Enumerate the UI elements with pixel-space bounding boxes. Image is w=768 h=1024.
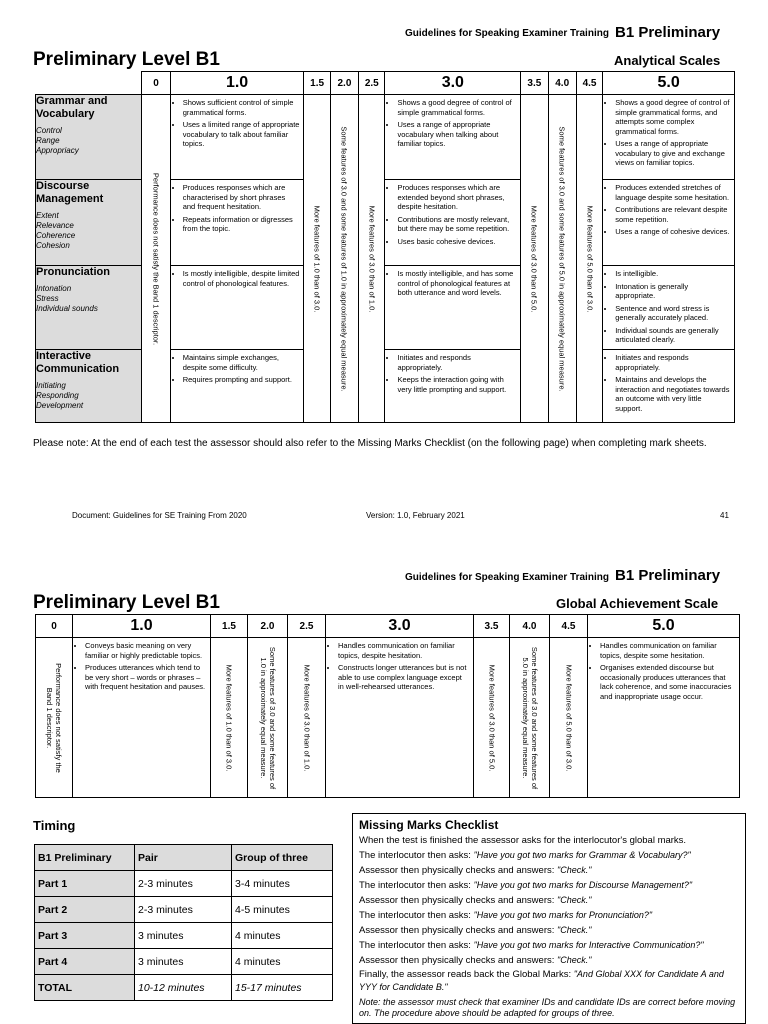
descriptor-item: • Constructs longer utterances but is not able to use complex language except in well-rehearsed utterances. bbox=[338, 663, 469, 692]
page1-note: Please note: At the end of each test the assessor should also refer to the Missing Marks Checklist (on the following page) when completing mark sheets. bbox=[33, 438, 707, 449]
criterion-row-interactive bbox=[36, 350, 735, 423]
band-0-text: Performance does not satisfy the Band 1 descriptor. bbox=[151, 172, 161, 345]
band-0-cell bbox=[36, 638, 73, 798]
timing-pair: 3 minutes bbox=[135, 949, 232, 975]
answer-text: "Check." bbox=[557, 895, 592, 905]
criterion-name: Grammar and Vocabulary bbox=[36, 95, 108, 120]
band-3-descriptor bbox=[385, 350, 521, 423]
descriptor-item: • Conveys basic meaning on very familiar or highly predictable topics. bbox=[85, 641, 206, 660]
band-2-5-text: More features of 3.0 than of 1.0. bbox=[302, 664, 311, 771]
descriptor-item: • Individual sounds are generally articulated clearly. bbox=[615, 326, 730, 345]
ask-question: "Have you got two marks for Interactive Communication?" bbox=[473, 940, 704, 950]
timing-part: Part 4 bbox=[35, 949, 135, 975]
band-3-5-cell bbox=[474, 638, 510, 798]
timing-row bbox=[35, 897, 333, 923]
descriptor-item: • Initiates and responds appropriately. bbox=[615, 353, 730, 372]
band-4-5-cell bbox=[550, 638, 588, 798]
checklist-note: Note: the assessor must check that examiner IDs and candidate IDs are correct before moving on. The procedure above should be adapted for groups of three. bbox=[359, 997, 736, 1018]
checklist-answer bbox=[359, 953, 739, 968]
band-3-5-cell bbox=[521, 95, 548, 423]
timing-row bbox=[35, 871, 333, 897]
page1-subtitle: Analytical Scales bbox=[614, 53, 721, 68]
answer-text: "Check." bbox=[557, 925, 592, 935]
answer-prefix: Assessor then physically checks and answers: bbox=[359, 955, 558, 966]
band-4-header: 4.0 bbox=[510, 615, 550, 638]
descriptor-item: • Keeps the interaction going with very little prompting and support. bbox=[397, 375, 516, 394]
criterion-name: Interactive Communication bbox=[36, 350, 120, 375]
band-4-cell bbox=[510, 638, 550, 798]
band-4-5-header: 4.5 bbox=[550, 615, 588, 638]
timing-group: 4 minutes bbox=[232, 923, 333, 949]
criterion-sub: Extent bbox=[36, 211, 59, 220]
answer-prefix: Assessor then physically checks and answers: bbox=[359, 925, 558, 936]
page2-header-big: B1 Preliminary bbox=[615, 567, 721, 584]
timing-part: Part 1 bbox=[35, 871, 135, 897]
descriptor-item: • Produces responses which are extended beyond short phrases, despite hesitation. bbox=[397, 183, 516, 212]
band-1-5-header: 1.5 bbox=[304, 72, 330, 95]
descriptor-item: • Contributions are relevant despite some repetition. bbox=[615, 205, 730, 224]
band-3-5-text: More features of 3.0 than of 5.0. bbox=[529, 205, 539, 312]
descriptor-item: • Sentence and word stress is generally accurately placed. bbox=[615, 304, 730, 323]
timing-table bbox=[34, 844, 333, 1001]
band-2-text: 1.0 in approximately equal measure. bbox=[258, 657, 268, 778]
timing-group: 4-5 minutes bbox=[232, 897, 333, 923]
band-2-text: Some features of 3.0 and some features of 1.0 in approximately equal measure. bbox=[339, 125, 349, 392]
checklist-ask bbox=[359, 848, 739, 863]
checklist-answer bbox=[359, 893, 739, 908]
band-3-5-header: 3.5 bbox=[521, 72, 548, 95]
timing-group: 15-17 minutes bbox=[232, 975, 333, 1001]
band-2-text: Some features of 3.0 and some features of bbox=[267, 646, 277, 789]
missing-marks-checklist bbox=[352, 813, 746, 1024]
band-5-descriptor bbox=[588, 638, 740, 798]
band-2-5-cell bbox=[359, 95, 385, 423]
band-2-5-text: More features of 3.0 than of 1.0. bbox=[367, 205, 377, 312]
descriptor-item: • Produces responses which are characterised by short phrases and frequent hesitation. bbox=[183, 183, 300, 212]
ask-question: "Have you got two marks for Discourse Management?" bbox=[473, 880, 693, 890]
band-4-5-text: More features of 5.0 than of 3.0. bbox=[564, 664, 573, 771]
band-3-5-text: More features of 3.0 than of 5.0. bbox=[487, 664, 496, 771]
band-1-descriptor bbox=[170, 180, 304, 266]
timing-row bbox=[35, 923, 333, 949]
timing-title: Timing bbox=[33, 818, 76, 833]
timing-pair: 2-3 minutes bbox=[135, 897, 232, 923]
criterion-sub: Stress bbox=[36, 294, 59, 303]
band-4-text: Some features of 3.0 and some features of bbox=[529, 646, 539, 789]
checklist-answer bbox=[359, 863, 739, 878]
checklist-ask bbox=[359, 878, 739, 893]
criterion-row-discourse bbox=[36, 180, 735, 266]
criterion-sub: Individual sounds bbox=[36, 304, 98, 313]
ask-prefix: The interlocutor then asks: bbox=[359, 880, 474, 891]
band-5-descriptor bbox=[603, 266, 735, 350]
timing-pair: 2-3 minutes bbox=[135, 871, 232, 897]
descriptor-item: • Is mostly intelligible, and has some control of phonological features at both utterance and word levels. bbox=[397, 269, 516, 298]
checklist-ask bbox=[359, 938, 739, 953]
criterion-name: Pronunciation bbox=[36, 266, 110, 278]
band-2-cell bbox=[330, 95, 358, 423]
page1-footer-left: Document: Guidelines for SE Training From 2020 bbox=[72, 511, 247, 520]
band-header-row bbox=[36, 72, 735, 95]
band-2-5-cell bbox=[288, 638, 326, 798]
timing-row bbox=[35, 975, 333, 1001]
descriptor-item: • Produces extended stretches of language despite some hesitation. bbox=[615, 183, 730, 202]
descriptor-item: • Uses basic cohesive devices. bbox=[397, 237, 516, 247]
timing-part: TOTAL bbox=[35, 975, 135, 1001]
band-header-row bbox=[36, 615, 740, 638]
band-4-text: 5.0 in approximately equal measure. bbox=[520, 657, 530, 778]
band-4-5-text: More features of 5.0 than of 3.0. bbox=[585, 205, 595, 312]
descriptor-item: • Repeats information or digresses from the topic. bbox=[183, 215, 300, 234]
criterion-sub: Appropriacy bbox=[36, 146, 79, 155]
band-3-descriptor bbox=[385, 95, 521, 180]
band-4-5-header: 4.5 bbox=[576, 72, 602, 95]
timing-header: B1 Preliminary bbox=[35, 845, 135, 871]
band-1-5-header: 1.5 bbox=[211, 615, 248, 638]
band-5-header: 5.0 bbox=[588, 615, 740, 638]
band-4-text: Some features of 3.0 and some features of 5.0 in approximately equal measure. bbox=[557, 125, 567, 392]
page1-header-big: B1 Preliminary bbox=[615, 24, 721, 41]
band-5-descriptor bbox=[603, 95, 735, 180]
band-1-5-cell bbox=[304, 95, 330, 423]
band-2-5-header: 2.5 bbox=[359, 72, 385, 95]
timing-part: Part 2 bbox=[35, 897, 135, 923]
band-1-descriptor bbox=[170, 95, 304, 180]
band-5-descriptor bbox=[603, 350, 735, 423]
page1-footer-mid: Version: 1.0, February 2021 bbox=[366, 511, 465, 520]
band-1-header: 1.0 bbox=[170, 72, 304, 95]
band-4-header: 4.0 bbox=[548, 72, 576, 95]
band-3-descriptor bbox=[385, 266, 521, 350]
answer-prefix: Assessor then physically checks and answers: bbox=[359, 895, 558, 906]
descriptor-item: • Shows sufficient control of simple grammatical forms. bbox=[183, 98, 300, 117]
page2-subtitle: Global Achievement Scale bbox=[556, 596, 719, 611]
checklist-ask bbox=[359, 908, 739, 923]
band-4-cell bbox=[548, 95, 576, 423]
page2-title: Preliminary Level B1 bbox=[33, 592, 220, 613]
checklist-final bbox=[359, 968, 739, 994]
descriptor-item: • Uses a range of appropriate vocabulary when talking about familiar topics. bbox=[397, 120, 516, 149]
descriptor-item: • Handles communication on familiar topics, despite some hesitation. bbox=[600, 641, 735, 660]
criterion-sub: Coherence bbox=[36, 231, 76, 240]
page1-title: Preliminary Level B1 bbox=[33, 49, 220, 70]
timing-pair: 3 minutes bbox=[135, 923, 232, 949]
ask-question: "Have you got two marks for Pronunciation?" bbox=[473, 910, 653, 920]
criterion-sub: Range bbox=[36, 136, 60, 145]
page1-footer-page: 41 bbox=[720, 511, 729, 520]
ask-prefix: The interlocutor then asks: bbox=[359, 850, 474, 861]
timing-pair: 10-12 minutes bbox=[135, 975, 232, 1001]
band-2-header: 2.0 bbox=[248, 615, 288, 638]
global-row bbox=[36, 638, 740, 798]
analytical-scales-table bbox=[35, 71, 735, 423]
band-3-5-header: 3.5 bbox=[474, 615, 510, 638]
timing-part: Part 3 bbox=[35, 923, 135, 949]
band-2-5-header: 2.5 bbox=[288, 615, 326, 638]
timing-group: 4 minutes bbox=[232, 949, 333, 975]
checklist-title: Missing Marks Checklist bbox=[359, 818, 499, 832]
band-1-5-text: More features of 1.0 than of 3.0. bbox=[312, 205, 322, 312]
criterion-sub: Development bbox=[36, 401, 84, 410]
global-achievement-table bbox=[35, 614, 740, 798]
band-1-5-cell bbox=[211, 638, 248, 798]
answer-text: "Check." bbox=[557, 865, 592, 875]
band-1-descriptor bbox=[73, 638, 211, 798]
criterion-sub: Control bbox=[36, 126, 62, 135]
descriptor-item: • Uses a limited range of appropriate vocabulary to talk about familiar topics. bbox=[183, 120, 300, 149]
criterion-sub: Responding bbox=[36, 391, 79, 400]
final-text: "And Global XXX for Candidate A and YYY for Candidate B." bbox=[359, 969, 724, 992]
descriptor-item: • Intonation is generally appropriate. bbox=[615, 282, 730, 301]
band-1-descriptor bbox=[170, 266, 304, 350]
band-2-header: 2.0 bbox=[330, 72, 358, 95]
criterion-row-pronunciation bbox=[36, 266, 735, 350]
ask-prefix: The interlocutor then asks: bbox=[359, 910, 474, 921]
band-4-5-cell bbox=[576, 95, 602, 423]
descriptor-item: • Maintains and develops the interaction and negotiates towards an outcome with very little support. bbox=[615, 375, 730, 413]
page1-header-small: Guidelines for Speaking Examiner Training bbox=[405, 28, 609, 39]
timing-header: Group of three bbox=[232, 845, 333, 871]
descriptor-item: • Handles communication on familiar topics, despite hesitation. bbox=[338, 641, 469, 660]
descriptor-item: • Organises extended discourse but occasionally produces utterances that lack coherence, and some inaccuracies and inappropriate usage occur. bbox=[600, 663, 735, 701]
band-5-descriptor bbox=[603, 180, 735, 266]
page2-header-small: Guidelines for Speaking Examiner Training bbox=[405, 572, 609, 583]
band-3-descriptor bbox=[326, 638, 474, 798]
timing-row bbox=[35, 949, 333, 975]
final-prefix: Finally, the assessor reads back the Global Marks: bbox=[359, 969, 574, 980]
band-3-header: 3.0 bbox=[326, 615, 474, 638]
band-1-descriptor bbox=[170, 350, 304, 423]
band-1-5-text: More features of 1.0 than of 3.0. bbox=[224, 664, 234, 771]
descriptor-item: • Shows a good degree of control of simple grammatical forms, and attempts some complex grammatical forms. bbox=[615, 98, 730, 136]
band-5-header: 5.0 bbox=[603, 72, 735, 95]
criterion-sub: Initiating bbox=[36, 381, 66, 390]
criterion-name: Discourse Management bbox=[36, 180, 104, 205]
band-3-header: 3.0 bbox=[385, 72, 521, 95]
checklist-intro: When the test is finished the assessor asks for the interlocutor's global marks. bbox=[359, 835, 687, 846]
descriptor-item: • Uses a range of cohesive devices. bbox=[615, 227, 730, 237]
band-0-cell bbox=[142, 95, 170, 423]
descriptor-item: • Contributions are mostly relevant, but there may be some repetition. bbox=[397, 215, 516, 234]
criterion-sub: Intonation bbox=[36, 284, 72, 293]
criterion-sub: Relevance bbox=[36, 221, 74, 230]
descriptor-item: • Requires prompting and support. bbox=[183, 375, 300, 385]
timing-group: 3-4 minutes bbox=[232, 871, 333, 897]
descriptor-item: • Shows a good degree of control of simple grammatical forms. bbox=[397, 98, 516, 117]
descriptor-item: • Is intelligible. bbox=[615, 269, 730, 279]
descriptor-item: • Uses a range of appropriate vocabulary to give and exchange views on familiar topics. bbox=[615, 139, 730, 168]
descriptor-item: • Is mostly intelligible, despite limited control of phonological features. bbox=[183, 269, 300, 288]
band-2-cell bbox=[248, 638, 288, 798]
ask-question: "Have you got two marks for Grammar & Vocabulary?" bbox=[473, 850, 691, 860]
criterion-sub: Cohesion bbox=[36, 241, 70, 250]
descriptor-item: • Produces utterances which tend to be very short – words or phrases – with frequent hesitation and pauses. bbox=[85, 663, 206, 692]
descriptor-item: • Initiates and responds appropriately. bbox=[397, 353, 516, 372]
timing-header-row bbox=[35, 845, 333, 871]
answer-text: "Check." bbox=[557, 955, 592, 965]
checklist-answer bbox=[359, 923, 739, 938]
band-0-header: 0 bbox=[142, 72, 170, 95]
descriptor-item: • Maintains simple exchanges, despite some difficulty. bbox=[183, 353, 300, 372]
band-3-descriptor bbox=[385, 180, 521, 266]
criterion-row-grammar bbox=[36, 95, 735, 180]
timing-header: Pair bbox=[135, 845, 232, 871]
band-0-header: 0 bbox=[36, 615, 73, 638]
answer-prefix: Assessor then physically checks and answers: bbox=[359, 865, 558, 876]
ask-prefix: The interlocutor then asks: bbox=[359, 940, 474, 951]
band-0-text: Band 1 descriptor. bbox=[45, 687, 54, 748]
band-1-header: 1.0 bbox=[73, 615, 211, 638]
band-0-text: Performance does not satisfy the bbox=[54, 662, 63, 773]
